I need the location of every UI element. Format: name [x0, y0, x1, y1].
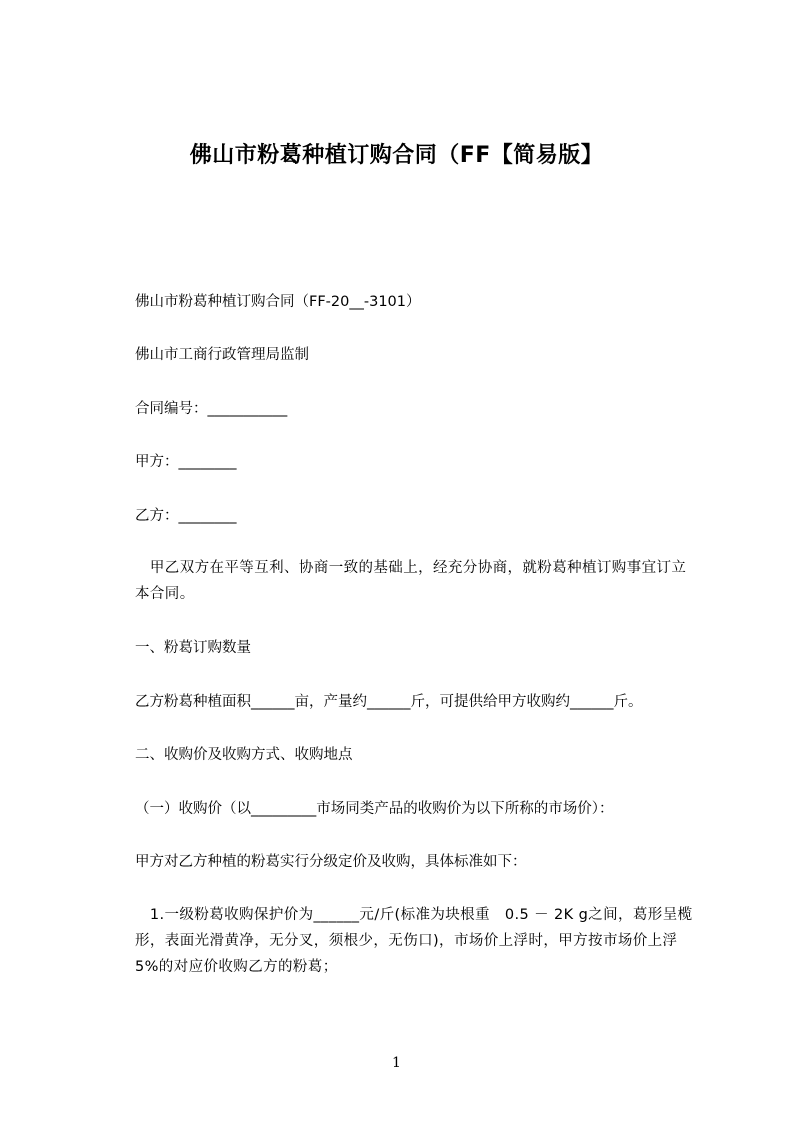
grade-1-paragraph: 1.一级粉葛收购保护价为______元/斤(标准为块根重 0.5 － 2K g之间，葛形呈榄形，表面光滑黄净，无分叉，须根少，无伤口)，市场价上浮时，甲方按市场价上浮 5%的对应价收购乙方的粉葛； — [135, 907, 693, 975]
page-number: 1 — [392, 1055, 401, 1071]
supervisor-line: 佛山市工商行政管理局监制 — [135, 347, 309, 363]
subsection-1-heading: （一）收购价（以_________市场同类产品的收购价为以下所称的市场价）： — [135, 801, 614, 817]
section-1-text: 乙方粉葛种植面积______亩，产量约______斤，可提供给甲方收购约______斤。 — [135, 694, 643, 710]
document-title: 佛山市粉葛种植订购合同（FF【简易版】 — [189, 143, 604, 168]
intro-paragraph: 甲乙双方在平等互利、协商一致的基础上，经充分协商，就粉葛种植订购事宜订立本合同。 — [135, 560, 687, 602]
contract-number-line: 合同编号：___________ — [135, 401, 288, 417]
section-2-heading: 二、收购价及收购方式、收购地点 — [135, 747, 353, 763]
grading-intro: 甲方对乙方种植的粉葛实行分级定价及收购，具体标准如下： — [135, 854, 527, 870]
contract-name: 佛山市粉葛种植订购合同（FF-20__-3101） — [135, 294, 421, 310]
party-a-line: 甲方：________ — [135, 454, 237, 470]
section-1-heading: 一、粉葛订购数量 — [135, 640, 251, 656]
party-b-line: 乙方：________ — [135, 508, 237, 524]
